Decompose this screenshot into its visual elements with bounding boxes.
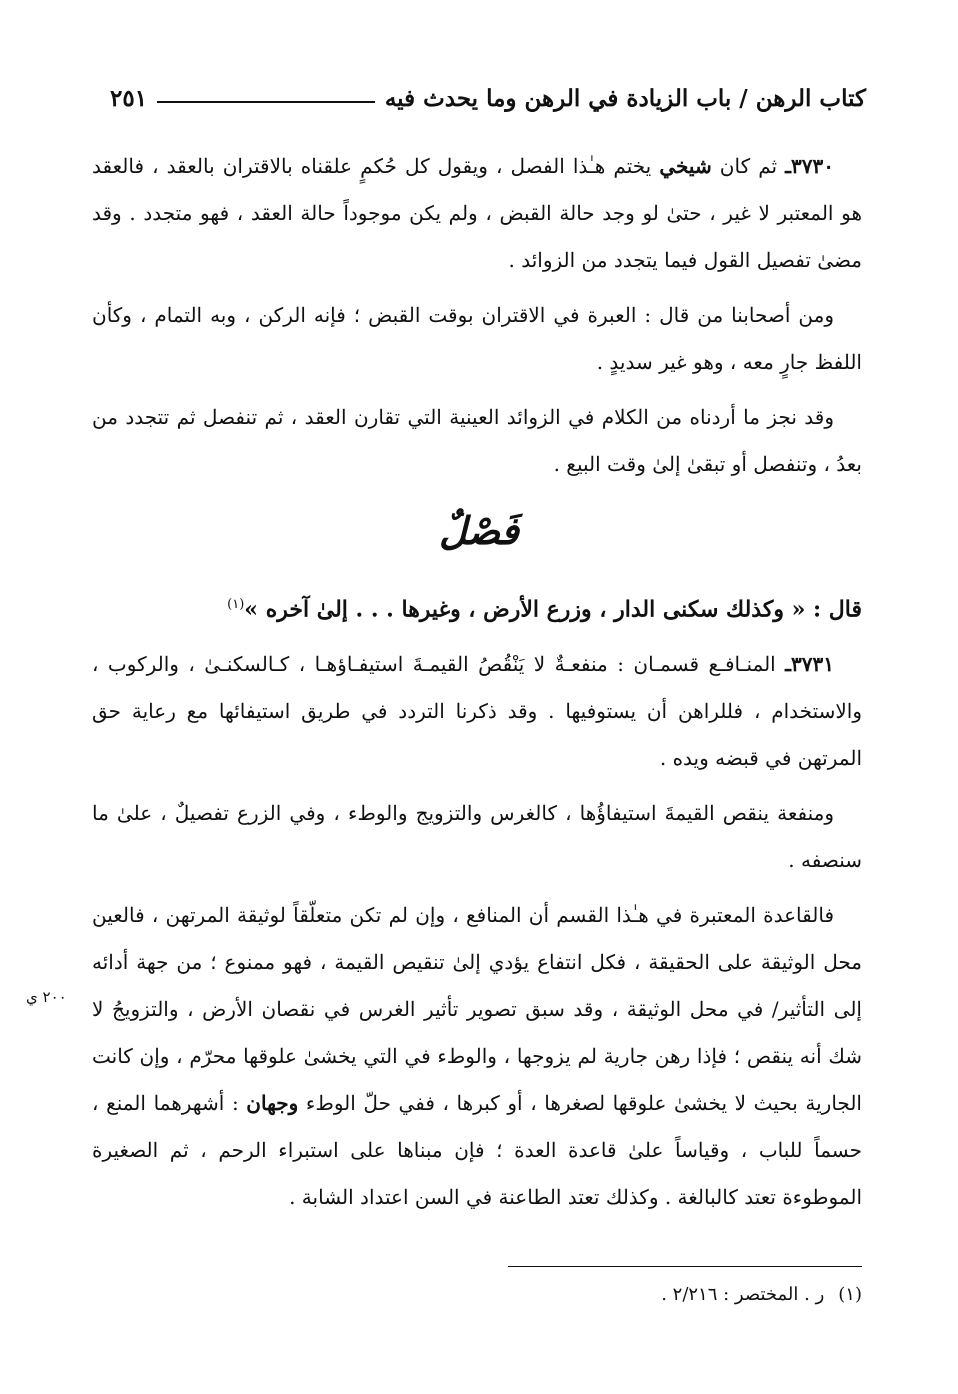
- paragraph-qaida: [92, 892, 862, 1221]
- section-two: [92, 641, 862, 1229]
- footnote-number: (١): [838, 1284, 862, 1305]
- footnote-rule: [508, 1266, 862, 1267]
- fasl-ornament: فَصْلٌ: [439, 508, 519, 553]
- paragraph-ashabuna: ومن أصحابنا من قال : العبرة في الاقتران بوقت القبض ؛ فإنه الركن ، وبه التمام ، وكأن اللفظ جارٍ معه ، وهو غير سديدٍ .: [92, 303, 862, 374]
- header-rule: [157, 101, 375, 103]
- paragraph-text-a: فالقاعدة المعتبرة في هـٰذا القسم أن المنافع ، وإن لم تكن متعلّقاً لوثيقة المرتهن ، فالعين محل الوثيقة على الحقيقة ، فكل انتفاع يؤدي إلىٰ تنقيص القيمة ، فهو ممنوع ؛ من جهة أدائه إلى التأثير/ في محل الوثيقة ، وقد سبق تصوير تأثير الغرس في نقصان الأرض ، والتزويجُ لا شك أنه ينقص ؛ فإذا رهن جارية لم يزوجها ، والوطء في التي يخشىٰ علوقها محرّم ، وإن كانت الجارية بحيث لا يخشىٰ علوقها لصغرها ، أو كبرها ، ففي حلّ الوطء: [92, 903, 862, 1115]
- footnote: [92, 1280, 862, 1310]
- running-header: [110, 78, 866, 118]
- paragraph-najaz: وقد نجز ما أردناه من الكلام في الزوائد العينية التي تقارن العقد ، ثم تنفصل ثم تتجدد من بعدُ ، وتنفصل أو تبقىٰ إلىٰ وقت البيع .: [92, 405, 862, 476]
- qal-heading: [92, 583, 862, 631]
- shaykhi-word: شيخي: [659, 154, 712, 178]
- qal-text: قال : « وكذلك سكنى الدار ، وزرع الأرض ، وغيرها . . . إلىٰ آخره »: [244, 596, 862, 623]
- paragraph-number: ٣٧٣٠ـ: [785, 154, 834, 178]
- paragraph-text-b: : أشهرهما المنع ، حسماً للباب ، وقياساً علىٰ قاعدة العدة ؛ فإن مبناها على استبراء الرحم ، ثم الصغيرة الموطوءة تعتد كالبالغة . وكذلك تعتد الطاعنة في السن اعتداد الشابة .: [92, 1091, 862, 1209]
- paragraph-number: ٣٧٣١ـ: [785, 652, 834, 676]
- paragraph-manfaa: ومنفعة ينقص القيمةَ استيفاؤُها ، كالغرس والتزويج والوطء ، وفي الزرع تفصيلٌ ، علىٰ ما سنصفه .: [92, 801, 862, 872]
- page-number: ٢٥١: [110, 84, 148, 112]
- section-one: [92, 143, 862, 496]
- paragraph-text-b: يختم هـٰذا الفصل ، ويقول كل حُكمٍ علقناه بالاقتران بالعقد ، فالعقد هو المعتبر لا غير ، حتىٰ لو وجد حالة القبض ، ولم يكن موجوداً حالة العقد ، فهو متجدد . وقد مضىٰ تفصيل القول فيما يتجدد من الزوائد .: [92, 154, 862, 272]
- footnote-text: ر . المختصر : ٢/٢١٦ .: [661, 1284, 825, 1305]
- paragraph-3730: [92, 143, 862, 284]
- paragraph-3731: [92, 641, 862, 782]
- margin-note: ٢٠٠ ي: [26, 988, 67, 1006]
- wajhan-word: وجهان: [246, 1091, 299, 1115]
- footnote-ref: (١): [227, 597, 245, 612]
- paragraph-text: المنـافـع قسمـان : منفعـةٌ لا يَنْقُصُ القيمـةَ استيفـاؤهـا ، كـالسكنـىٰ ، والركوب ، والاستخدام ، فللراهن أن يستوفيها . وقد ذكرنا التردد في طريق استيفائها مع رعاية حق المرتهن في قبضه ويده .: [92, 652, 862, 770]
- paragraph-text-a: ثم كان: [711, 154, 786, 178]
- header-title: كتاب الرهن / باب الزيادة في الرهن وما يحدث فيه: [384, 84, 866, 112]
